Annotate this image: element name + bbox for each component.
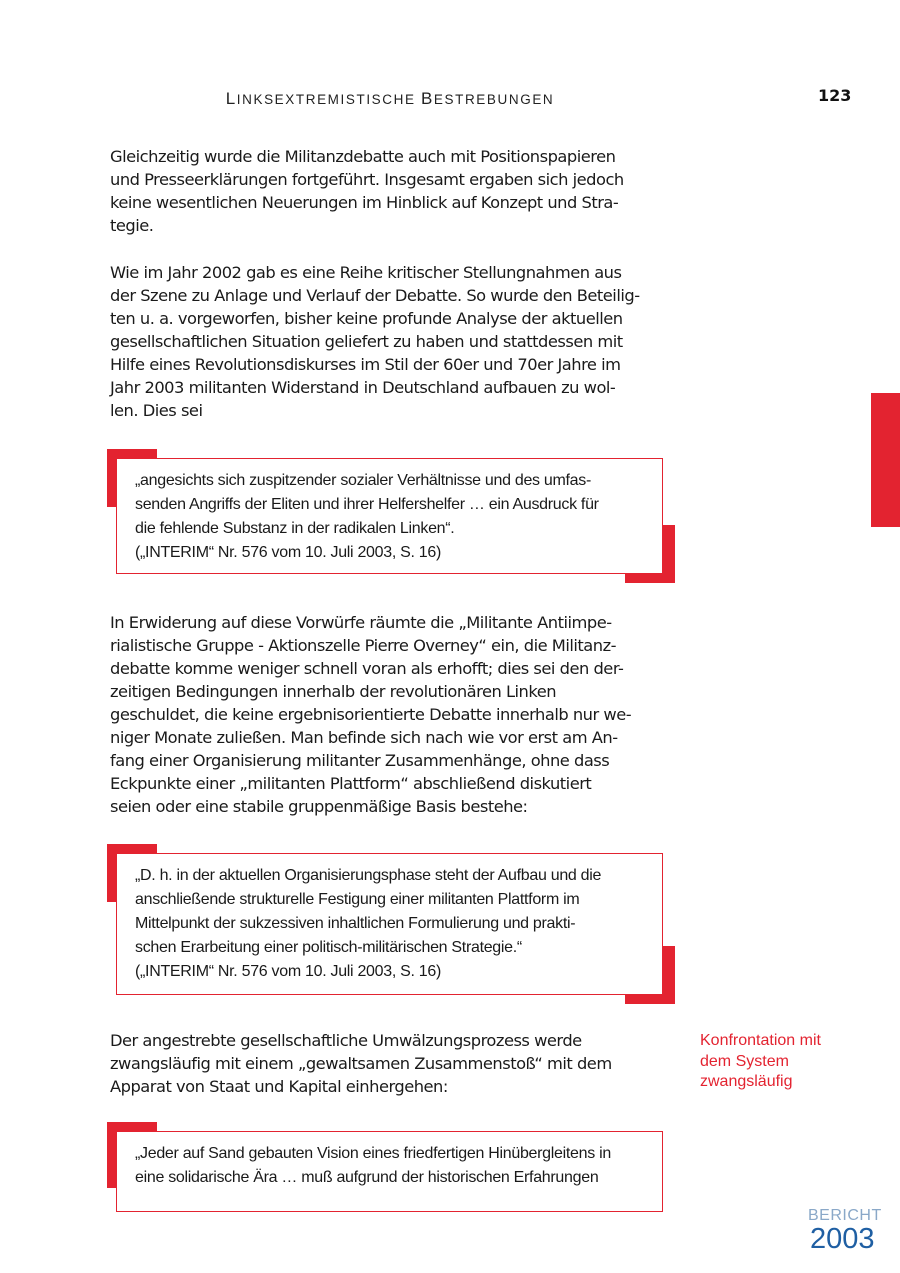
report-logo (808, 1207, 888, 1253)
header-word-1: INKSEXTREMISTISCHE (236, 92, 421, 107)
quote-block-2 (107, 844, 675, 1004)
page-number: 123 (818, 86, 852, 105)
paragraph-2: Wie im Jahr 2002 gab es eine Reihe kritischer Stellungnahmen aus der Szene zu Anlage und Verlauf der Debatte. So wurde den Beteilig- ten u. a. vorgeworfen, bisher keine profunde Analyse der aktuellen gesellschaftlichen Situation geliefert zu haben und stattdessen mit Hilfe eines Revolutionsdiskurses im Stil der 60er und 70er Jahre im Jahr 2003 militanten Widerstand in Deutschland aufbauen zu wol- len. Dies sei (110, 263, 640, 420)
header-word-2: ESTREBUNGEN (433, 92, 555, 107)
header-initial-2: B (420, 89, 434, 108)
quote-block-3 (107, 1122, 675, 1212)
logo-year: 2003 (810, 1223, 875, 1255)
quote-block-1 (107, 449, 675, 583)
quote-text-3: „Jeder auf Sand gebauten Vision eines friedfertigen Hinübergleitens in eine solidarische Ära … muß aufgrund der historischen Erfahrungen (135, 1145, 611, 1186)
side-chapter-tab (871, 393, 900, 527)
paragraph-3: In Erwiderung auf diese Vorwürfe räumte die „Militante Antiimpe- rialistische Gruppe - Aktionszelle Pierre Overney“ ein, die Militanz- debatte komme weniger schnell voran als erhofft; dies sei den der- zeitigen Bedingungen innerhalb der revolutionären Linken geschuldet, die keine ergebnisorientierte Debatte innerhalb nur we- niger Monate zuließen. Man befinde sich nach wie vor erst am An- fang einer Organisierung militanter Zusammenhänge, ohne dass Eckpunkte einer „militanten Plattform“ abschließend diskutiert seien oder eine stabile gruppenmäßige Basis bestehe: (110, 613, 632, 816)
paragraph-4: Der angestrebte gesellschaftliche Umwälzungsprozess werde zwangsläufig mit einem „gewaltsamen Zusammenstoß“ mit dem Apparat von Staat und Kapital einhergehen: (110, 1031, 612, 1096)
margin-note: Konfrontation mit dem System zwangsläufig (700, 1032, 821, 1090)
quote-text-2: „D. h. in der aktuellen Organisierungsphase steht der Aufbau und die anschließende strukturelle Festigung einer militanten Plattform im Mittelpunkt der sukzessiven inhaltlichen Formulierung und prakti- schen Erarbeitung einer politisch-militärischen Strategie.“ („INTERIM“ Nr. 576 vom 10. Juli 2003, S. 16) (135, 867, 602, 980)
running-header (0, 89, 780, 109)
quote-frame (116, 853, 663, 995)
quote-frame (116, 1131, 663, 1212)
quote-frame (116, 458, 663, 574)
paragraph-1: Gleichzeitig wurde die Militanzdebatte auch mit Positionspapieren und Presseerklärungen fortgeführt. Insgesamt ergaben sich jedoch keine wesentlichen Neuerungen im Hinblick auf Konzept und Stra- tegie. (110, 147, 624, 235)
quote-text-1: „angesichts sich zuspitzender sozialer Verhältnisse und des umfas- senden Angriffs der Eliten und ihrer Helfershelfer … ein Ausdruck für die fehlende Substanz in der radikalen Linken“. („INTERIM“ Nr. 576 vom 10. Juli 2003, S. 16) (135, 472, 599, 561)
logo-word: BERICHT (808, 1207, 882, 1224)
header-initial-1: L (225, 89, 237, 108)
